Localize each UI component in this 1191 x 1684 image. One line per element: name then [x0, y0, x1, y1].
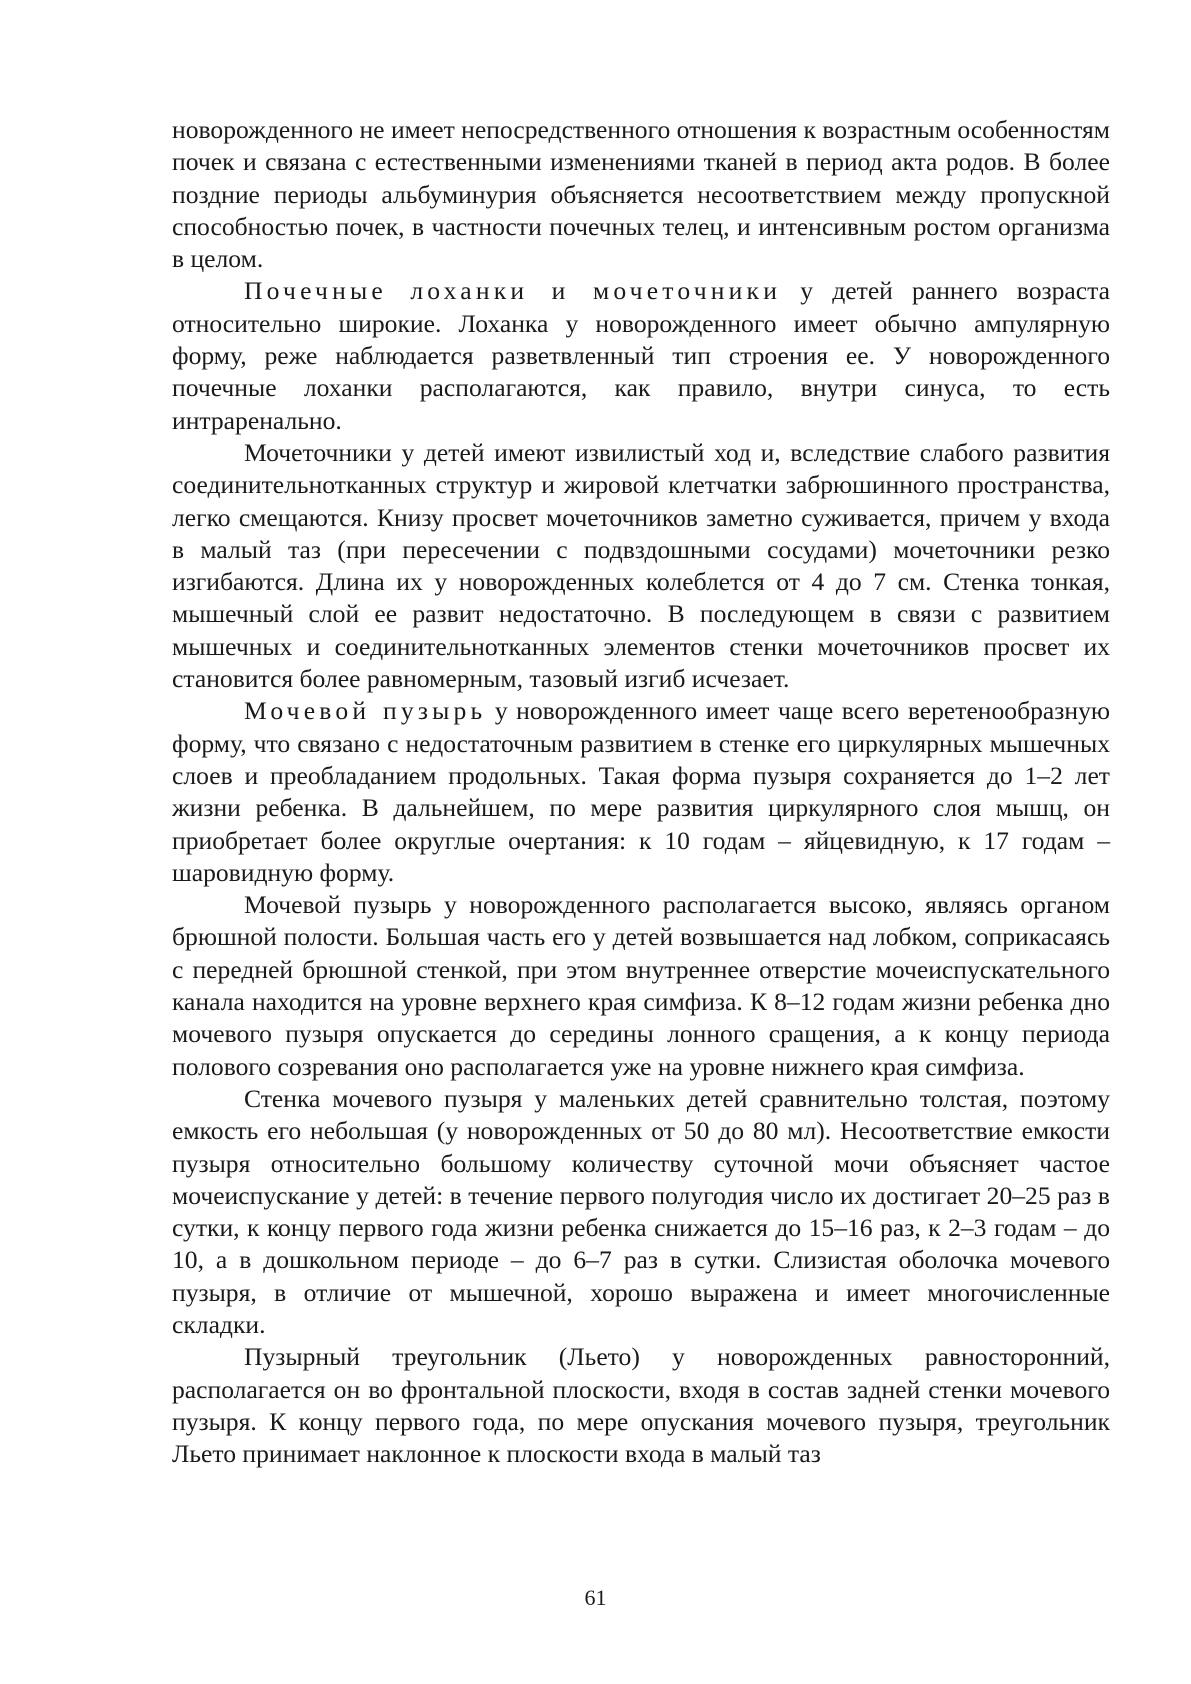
paragraph-text: Мочевой пузырь у новорожденного располагается высоко, являясь органом брюшной полости. Большая часть его у детей возвышается над лобком, соприкасаясь с передней брюшной стенкой, при этом внутреннее отверстие мочеиспускательного канала находится на уровне верхнего края симфиза. К 8–12 годам жизни ребенка дно мочевого пузыря опускается до середины лонного сращения, а к концу периода полового созревания оно располагается уже на уровне нижнего края симфиза. — [172, 890, 1110, 1081]
paragraph-lead-term: Мочевой пузырь — [244, 696, 487, 726]
paragraph-text: у детей раннего возраста относительно широкие. Лоханка у новорожденного имеет обычно ампулярную форму, реже наблюдается разветвленный тип строения ее. У новорожденного почечные лоханки располагаются, как правило, внутри синуса, то есть интраренально. — [172, 276, 1110, 435]
paragraph-text: у новорожденного имеет чаще всего веретенообразную форму, что связано с недостаточным развитием в стенке его циркулярных мышечных слоев и преобладанием продольных. Такая форма пузыря сохраняется до 1–2 лет жизни ребенка. В дальнейшем, по мере развития циркулярного слоя мышц, он приобретает более округлые очертания: к 10 годам – яйцевидную, к 17 годам – шаровидную форму. — [172, 696, 1111, 887]
paragraph-text: Мочеточники у детей имеют извилистый ход и, вследствие слабого развития соединительнотканных структур и жировой клетчатки забрюшинного пространства, легко смещаются. Книзу просвет мочеточников заметно суживается, причем у входа в малый таз (при пересечении с подвздошными сосудами) мочеточники резко изгибаются. Длина их у новорожденных колеблется от 4 до 7 см. Стенка тонкая, мышечный слой ее развит недостаточно. В последующем в связи с развитием мышечных и соединительнотканных элементов стенки мочеточников просвет их становится более равномерным, тазовый изгиб исчезает. — [172, 437, 1110, 694]
paragraph-text: Пузырный треугольник (Льето) у новорожденных равносторонний, располагается он во фронтальной плоскости, входя в состав задней стенки мочевого пузыря. К концу первого года, по мере опускания мочевого пузыря, треугольник Льето принимает наклонное к плоскости входа в малый таз — [172, 1342, 1110, 1469]
paragraph-text: Стенка мочевого пузыря у маленьких детей сравнительно толстая, поэтому емкость его небольшая (у новорожденных от 50 до 80 мл). Несоответствие емкости пузыря относительно большому количеству суточной мочи объясняет частое мочеиспускание у детей: в течение первого полугодия число их достигает 20–25 раз в сутки, к концу первого года жизни ребенка снижается до 15–16 раз, к 2–3 годам – до 10, а в дошкольном периоде – до 6–7 раз в сутки. Слизистая оболочка мочевого пузыря, в отличие от мышечной, хорошо выражена и имеет многочисленные складки. — [172, 1083, 1110, 1339]
paragraph-bladder-wall — [172, 1083, 1110, 1341]
paragraph-bladder-shape — [172, 695, 1110, 889]
paragraph-text: новорожденного не имеет непосредственного отношения к возрастным особенностям почек и связана с естественными изменениями тканей в период акта родов. В более поздние периоды альбуминурия объясняется несоответствием между пропускной способностью почек, в частности почечных телец, и интенсивным ростом организма в целом. — [172, 115, 1110, 274]
paragraph-lead-term: Почечные лоханки и мочеточники — [244, 276, 782, 306]
paragraph-bladder-position — [172, 889, 1110, 1083]
paragraph-trigone — [172, 1341, 1110, 1470]
paragraph-albuminuria — [172, 114, 1110, 275]
body-text — [172, 114, 1110, 1470]
paragraph-ureters — [172, 437, 1110, 695]
paragraph-renal-pelvis — [172, 275, 1110, 436]
page-number: 61 — [584, 1585, 607, 1610]
